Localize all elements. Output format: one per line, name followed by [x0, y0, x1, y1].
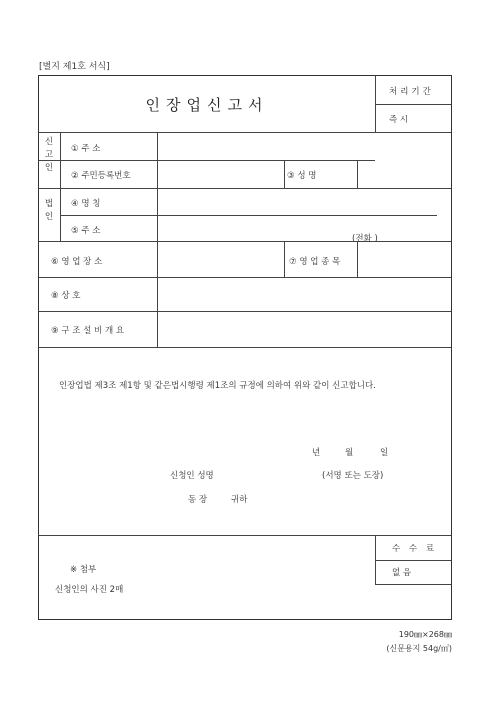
form-title: 인장업신고서: [145, 96, 269, 114]
phone-label: (전화 ): [352, 234, 378, 244]
addressee-honorific: 귀하: [231, 495, 248, 505]
trade-name-label: ⑧ 상 호: [51, 291, 81, 301]
corporation-address-label: ⑤ 주 소: [71, 226, 101, 236]
form-number-label: [별지 제1호 서식]: [39, 62, 110, 72]
processing-period-value: 즉 시: [389, 115, 409, 125]
addressee-office: 동 장: [188, 495, 208, 505]
fee-header: 수 수 료: [392, 544, 438, 554]
report-form: [38, 75, 452, 620]
fee-value: 없 음: [392, 568, 412, 578]
signature-note: (서명 또는 도장): [322, 471, 384, 481]
resident-number-label: ② 주민등록번호: [71, 171, 131, 181]
reporter-group-label: 신 고 인: [44, 137, 54, 173]
declaration-statement: 인장업법 제3조 제1항 및 같은법시행령 제1조의 규정에 의하여 위와 같이 신고합니다.: [59, 381, 376, 391]
attachment-header: ※ 첨부: [70, 565, 97, 575]
corporation-group-label: 법 인: [44, 199, 54, 222]
date-year: 년: [312, 448, 321, 458]
reporter-address-label: ① 주 소: [71, 144, 101, 154]
reporter-name-label: ③ 성 명: [287, 171, 317, 181]
processing-period-header: 처리기간: [389, 87, 434, 97]
corporation-name-label: ④ 명 칭: [71, 199, 101, 209]
date-month: 월: [345, 448, 354, 458]
paper-type: (신문용지 54g/㎡): [386, 644, 452, 653]
business-type-label: ⑦ 영 업 종 목: [289, 257, 341, 267]
paper-size: 190㎜×268㎜: [398, 630, 452, 639]
date-day: 일: [380, 448, 389, 458]
facility-overview-label: ⑨ 구 조 설 비 개 요: [51, 326, 125, 336]
business-location-label: ⑥ 영 업 장 소: [51, 257, 103, 267]
applicant-name-label: 신청인 성명: [170, 471, 214, 481]
attachment-item: 신청인의 사진 2매: [55, 585, 124, 595]
